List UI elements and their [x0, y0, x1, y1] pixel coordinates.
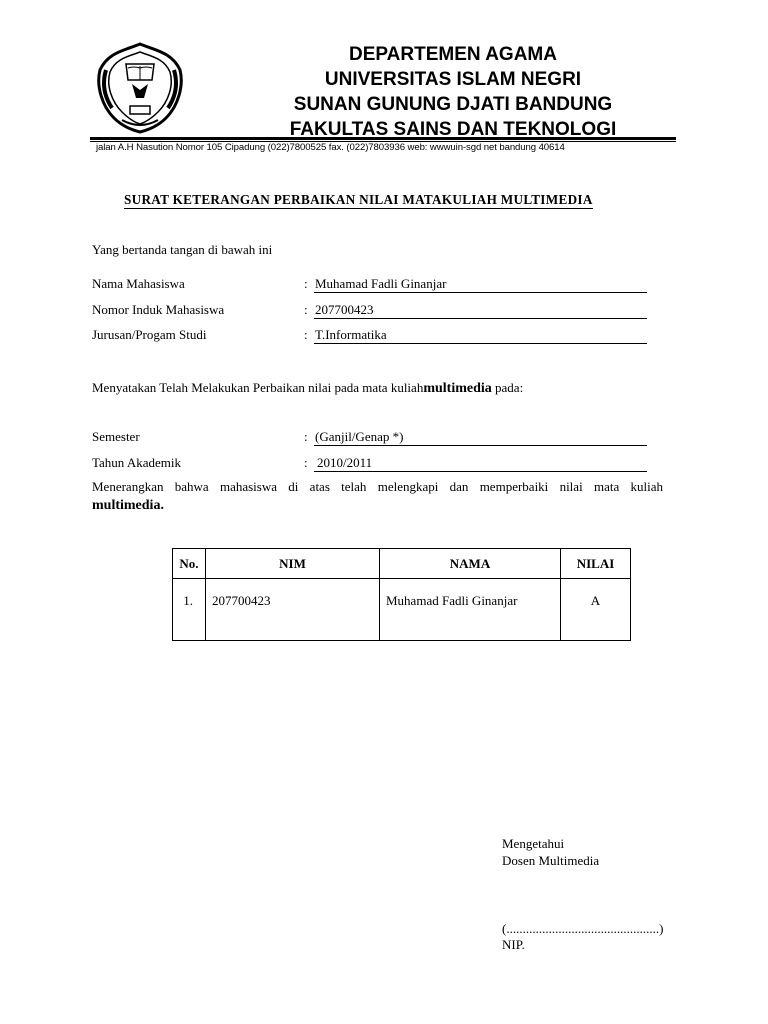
semester-colon: : — [304, 429, 308, 444]
signature-blank: (...............................................) — [502, 921, 664, 936]
statement-course: multimedia — [423, 381, 492, 396]
statement-prefix: Menyatakan Telah Melakukan Perbaikan nilai pada mata kuliah — [92, 380, 424, 395]
explanation-course: multimedia. — [92, 498, 164, 513]
nim-label: Nomor Induk Mahasiswa — [92, 302, 225, 317]
year-label: Tahun Akademik — [92, 455, 181, 470]
table-header-row — [173, 549, 631, 579]
cell-nama: Muhamad Fadli Ginanjar — [380, 579, 561, 641]
major-colon: : — [304, 327, 308, 342]
header-nama: NAMA — [380, 549, 561, 579]
table-row — [173, 579, 631, 641]
header-nim: NIM — [206, 549, 380, 579]
signature-nip: NIP. — [502, 937, 525, 952]
cell-nilai: A — [561, 579, 631, 641]
header-nilai: NILAI — [561, 549, 631, 579]
statement-suffix: pada: — [491, 380, 524, 395]
semester-label: Semester — [92, 429, 140, 444]
year-colon: : — [304, 455, 308, 470]
year-value: 2010/2011 — [314, 455, 647, 472]
header-line-1: DEPARTEMEN AGAMA — [349, 44, 557, 65]
cell-nim: 207700423 — [206, 579, 380, 641]
signature-acknowledge: Mengetahui — [502, 836, 565, 851]
statement — [92, 380, 523, 397]
semester-value: (Ganjil/Genap *) — [314, 429, 647, 446]
major-label: Jurusan/Progam Studi — [92, 327, 207, 342]
letter-title: SURAT KETERANGAN PERBAIKAN NILAI MATAKULIAH MULTIMEDIA — [124, 192, 593, 207]
nim-colon: : — [304, 302, 308, 317]
intro-text: Yang bertanda tangan di bawah ini — [92, 242, 273, 257]
cell-no: 1. — [173, 579, 206, 641]
signature-role: Dosen Multimedia — [502, 853, 600, 868]
header-rule-thick — [90, 137, 676, 140]
name-value: Muhamad Fadli Ginanjar — [314, 276, 647, 293]
explanation-text: Menerangkan bahwa mahasiswa di atas telah melengkapi dan memperbaiki nilai mata kuliah — [92, 479, 663, 494]
header-line-2: UNIVERSITAS ISLAM NEGRI — [324, 69, 582, 90]
name-label: Nama Mahasiswa — [92, 276, 185, 291]
university-logo — [92, 40, 188, 136]
name-colon: : — [304, 276, 308, 291]
major-value: T.Informatika — [314, 327, 647, 344]
header-no: No. — [173, 549, 206, 579]
nim-value: 207700423 — [314, 302, 647, 319]
header-address: jalan A.H Nasution Nomor 105 Cipadung (022)7800525 fax. (022)7803936 web: wwwuin-sgd net bandung 40614 — [96, 142, 565, 153]
header-line-3: SUNAN GUNUNG DJATI BANDUNG — [293, 94, 613, 115]
grades-table — [172, 548, 631, 641]
header-line-4: FAKULTAS SAINS DAN TEKNOLOGI — [289, 119, 617, 140]
